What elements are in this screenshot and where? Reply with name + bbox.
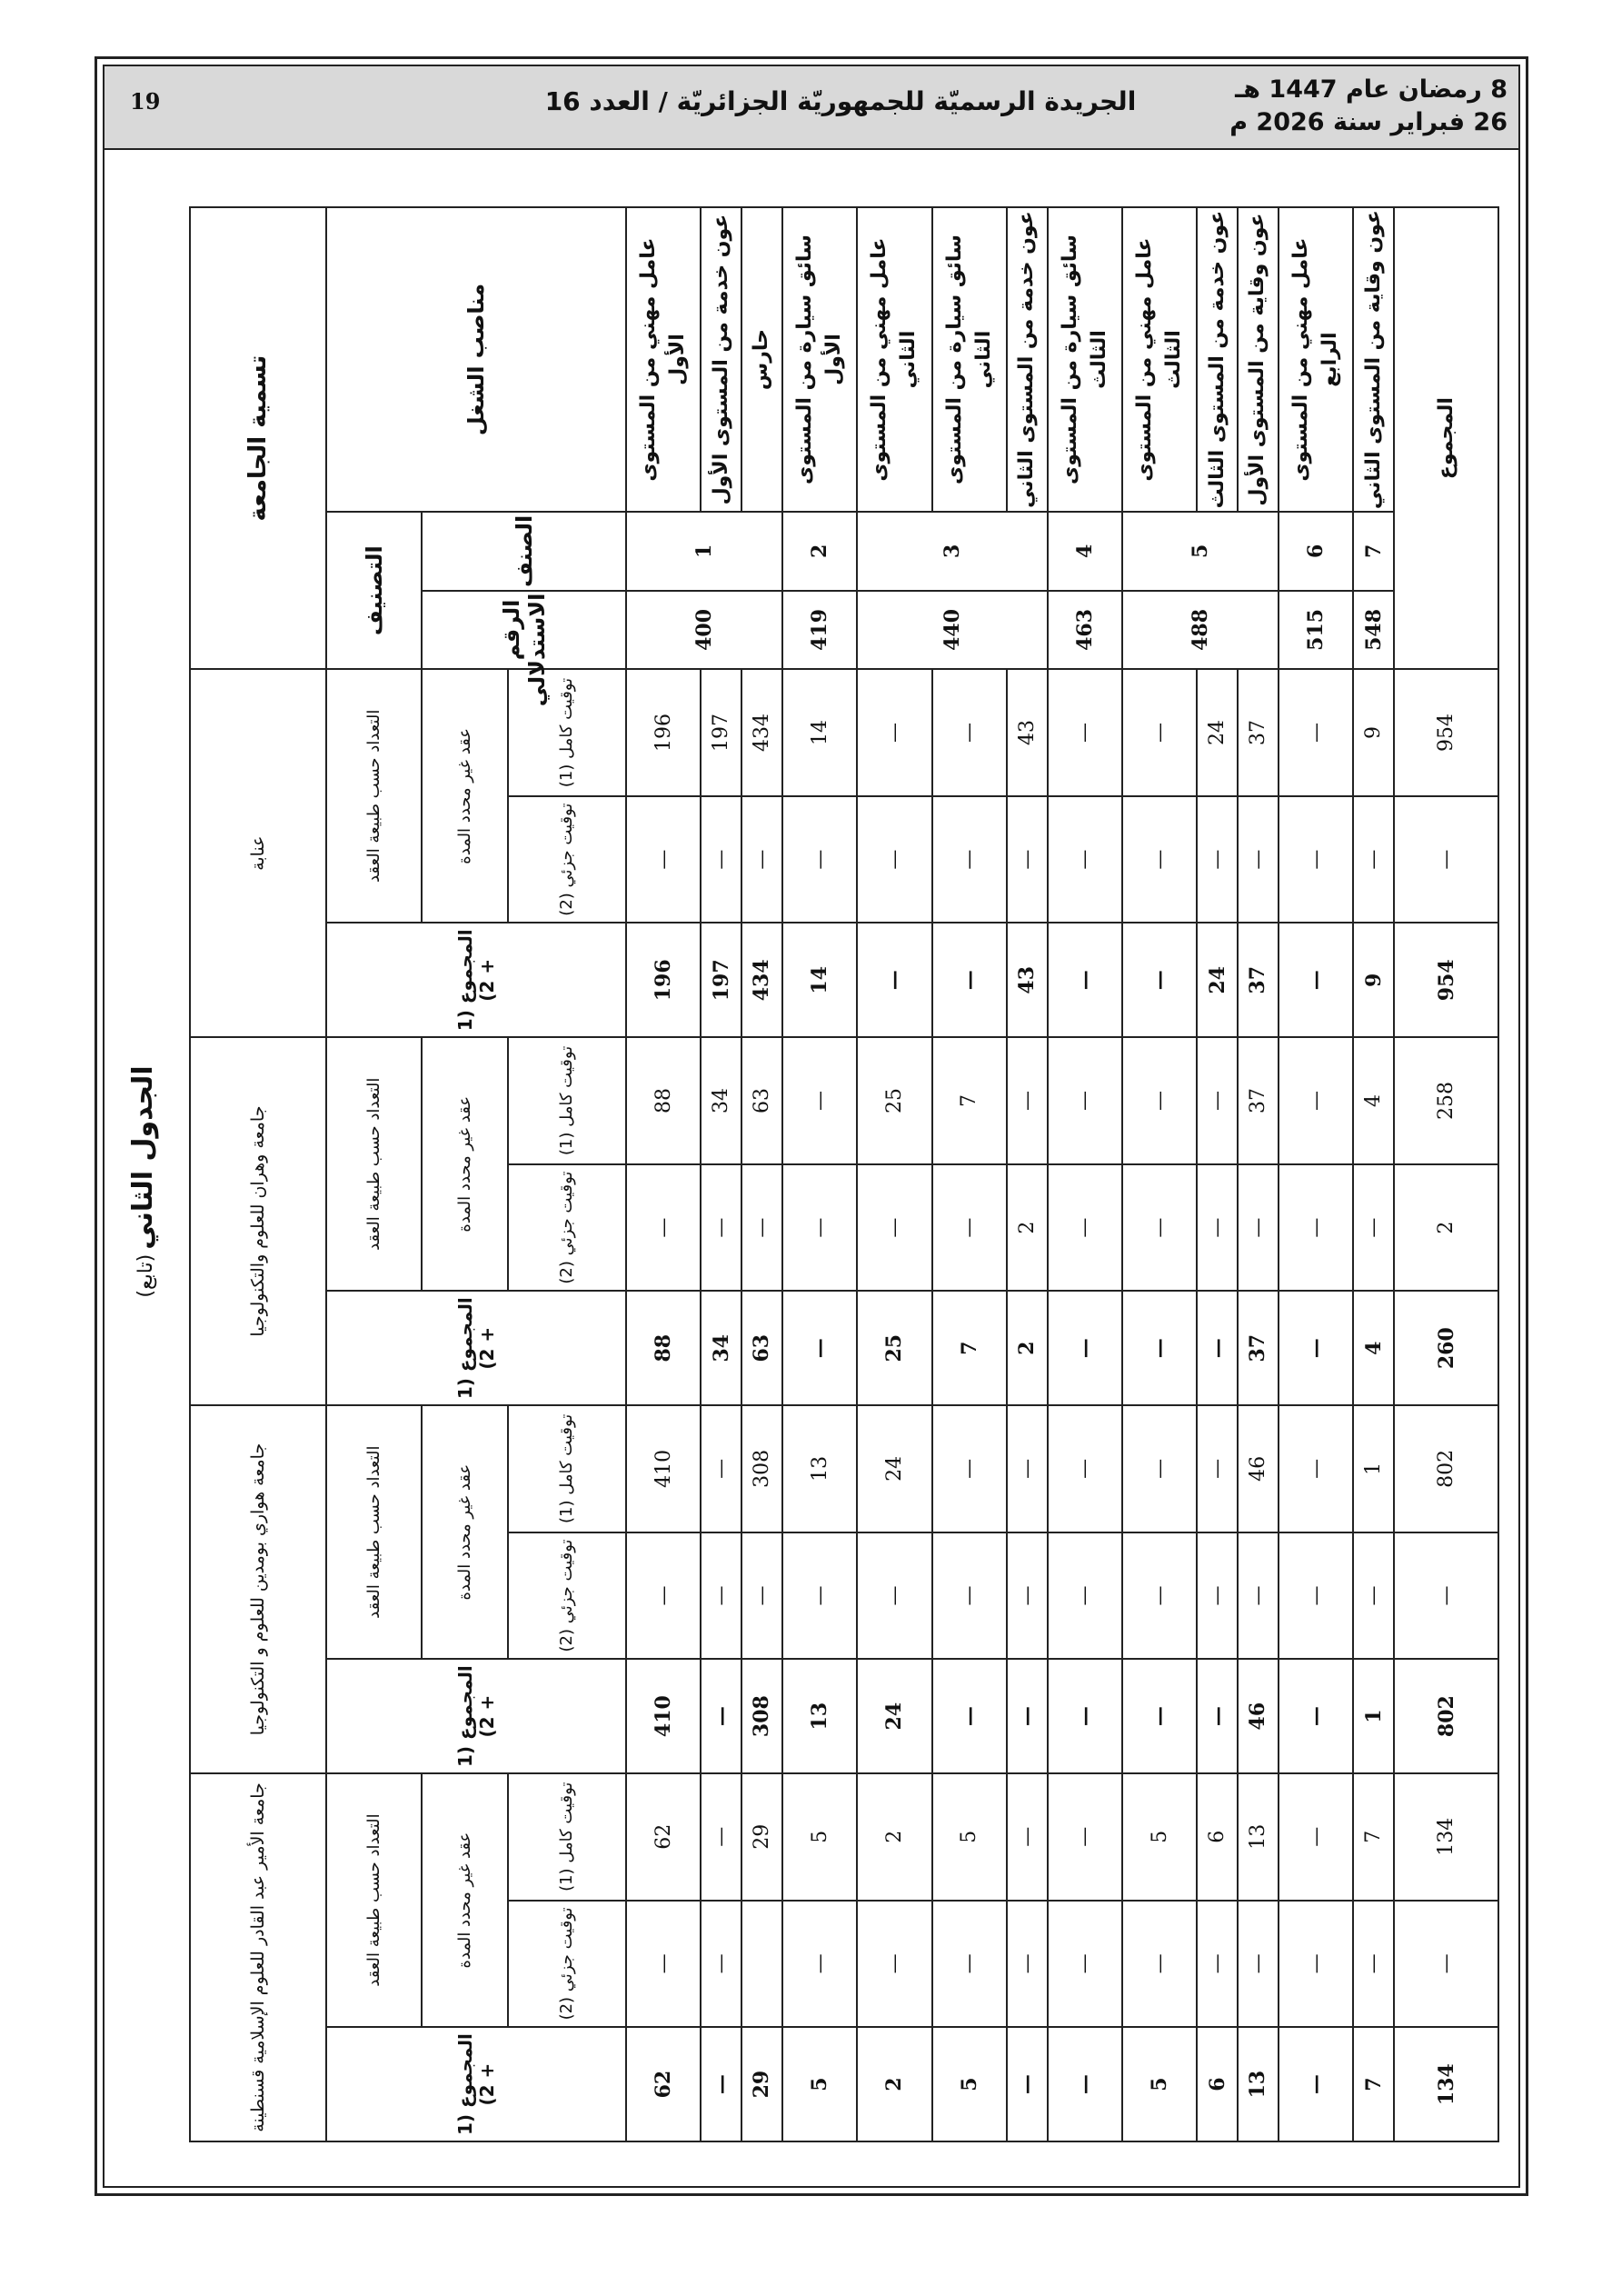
count-cell: — [1238, 796, 1279, 923]
post-name: عون وقاية من المستوى الأول [1238, 207, 1279, 512]
count-cell: — [1122, 1532, 1197, 1660]
count-cell: 410 [626, 1405, 701, 1532]
count-cell: — [626, 796, 701, 923]
table-row [1122, 207, 1197, 2141]
count-cell: 62 [626, 1773, 701, 1901]
staff-table [189, 206, 1499, 2142]
total-cell: — [932, 1659, 1007, 1773]
grand-total-cell: 134 [1394, 2027, 1498, 2141]
count-cell: — [1197, 1532, 1238, 1660]
count-by-contract-header: التعداد حسب طبيعة العقد [326, 1037, 422, 1291]
total-cell: — [1048, 1291, 1122, 1405]
count-cell: 5 [1122, 1773, 1197, 1901]
count-cell: — [857, 1901, 931, 2028]
count-cell: — [1353, 796, 1394, 923]
table-row [1048, 207, 1122, 2141]
count-cell: 29 [741, 1773, 782, 1901]
university-name-2: جامعة هواري بومدين للعلوم و التكنولوجيا [190, 1405, 326, 1773]
table-row [626, 207, 701, 2141]
count-cell: — [932, 1901, 1007, 2028]
sum-cell: — [1394, 1901, 1498, 2028]
index-value: 488 [1122, 591, 1279, 670]
count-cell: — [782, 1164, 857, 1292]
total-cell: 34 [701, 1291, 741, 1405]
total-cell: — [857, 923, 931, 1037]
post-name: عامل مهني من المستوى الثالث [1122, 207, 1197, 512]
total-cell: 13 [782, 1659, 857, 1773]
page-number: 19 [130, 88, 161, 115]
count-cell: — [1122, 1164, 1197, 1292]
count-cell: — [932, 796, 1007, 923]
count-cell: 434 [741, 669, 782, 796]
count-cell: 7 [932, 1037, 1007, 1164]
total-cell: 196 [626, 923, 701, 1037]
table-row [857, 207, 931, 2141]
post-name: حارس [741, 207, 782, 512]
table-row [782, 207, 857, 2141]
count-cell: — [1279, 796, 1353, 923]
sum-cell: 802 [1394, 1405, 1498, 1532]
grade-value: 3 [857, 512, 1047, 591]
count-cell: — [782, 1901, 857, 2028]
index-value: 515 [1279, 591, 1353, 670]
count-cell: — [857, 796, 931, 923]
total-cell: — [1048, 1659, 1122, 1773]
grade-header: الصنف [422, 512, 626, 591]
total-cell: — [932, 923, 1007, 1037]
issue-date [1229, 74, 1508, 139]
total-cell: 63 [741, 1291, 782, 1405]
count-cell: — [1279, 1405, 1353, 1532]
total-cell: 37 [1238, 1291, 1279, 1405]
count-cell: — [1048, 1164, 1122, 1292]
count-cell: 6 [1197, 1773, 1238, 1901]
total-cell: 5 [932, 2027, 1007, 2141]
count-cell: — [1007, 1037, 1048, 1164]
index-value: 463 [1048, 591, 1122, 670]
table-row [1279, 207, 1353, 2141]
count-cell: — [1353, 1164, 1394, 1292]
total-cell: — [1122, 1291, 1197, 1405]
total-cell: — [1197, 1659, 1238, 1773]
posts-header: مناصب الشغل [326, 207, 626, 512]
total-cell: 5 [782, 2027, 857, 2141]
count-cell: — [1279, 1164, 1353, 1292]
count-cell: — [1279, 1773, 1353, 1901]
full-time-header: توقيت كامل (1) [508, 1773, 626, 1901]
total-header: المجموع (1 + 2) [326, 2027, 626, 2141]
total-cell: 13 [1238, 2027, 1279, 2141]
total-cell: 410 [626, 1659, 701, 1773]
grand-total-cell: 954 [1394, 923, 1498, 1037]
sum-cell: 258 [1394, 1037, 1498, 1164]
grand-total-cell: 260 [1394, 1291, 1498, 1405]
post-name: عامل مهني من المستوى الثاني [857, 207, 931, 512]
index-header: الرقم الاستدلالي [422, 591, 626, 670]
grade-value: 7 [1353, 512, 1394, 591]
table-row [1238, 207, 1279, 2141]
full-time-header: توقيت كامل (1) [508, 1405, 626, 1532]
count-cell: — [932, 1532, 1007, 1660]
total-cell: — [1122, 923, 1197, 1037]
total-header: المجموع (1 + 2) [326, 1659, 626, 1773]
part-time-header: توقيت جزئي (2) [508, 796, 626, 923]
count-cell: — [626, 1532, 701, 1660]
count-cell: — [1279, 1901, 1353, 2028]
count-cell: — [701, 1164, 741, 1292]
count-cell: — [1122, 669, 1197, 796]
total-header: المجموع (1 + 2) [326, 923, 626, 1037]
total-cell: — [701, 1659, 741, 1773]
total-cell: 46 [1238, 1659, 1279, 1773]
total-cell: — [1122, 1659, 1197, 1773]
total-cell: 4 [1353, 1291, 1394, 1405]
post-name: عون وقاية من المستوى الثاني [1353, 207, 1394, 512]
post-name: عون خدمة من المستوى الثاني [1007, 207, 1048, 512]
university-name-header: تسمية الجامعة [190, 207, 326, 669]
post-name: عون خدمة من المستوى الأول [701, 207, 741, 512]
count-cell: — [1048, 1037, 1122, 1164]
total-cell: — [1048, 923, 1122, 1037]
post-name: سائق سيارة من المستوى الثاني [932, 207, 1007, 512]
total-cell: 2 [857, 2027, 931, 2141]
count-cell: 9 [1353, 669, 1394, 796]
count-cell: 37 [1238, 669, 1279, 796]
total-cell: 25 [857, 1291, 931, 1405]
total-cell: 434 [741, 923, 782, 1037]
count-cell: 5 [782, 1773, 857, 1901]
count-cell: — [1238, 1901, 1279, 2028]
count-cell: — [1122, 1901, 1197, 2028]
count-cell: — [701, 1773, 741, 1901]
count-cell: — [1238, 1532, 1279, 1660]
count-cell: — [857, 1164, 931, 1292]
count-cell: — [1007, 1901, 1048, 2028]
index-value: 419 [782, 591, 857, 670]
table-caption-main: الجدول الثاني [127, 1065, 159, 1250]
count-cell: — [1048, 669, 1122, 796]
post-name: عامل مهني من المستوى الأول [626, 207, 701, 512]
count-cell: — [1007, 1405, 1048, 1532]
count-cell: — [1197, 1164, 1238, 1292]
sum-cell: — [1394, 1532, 1498, 1660]
total-row [1394, 207, 1498, 2141]
indefinite-contract-header: عقد غير محدد المدة [422, 1405, 508, 1659]
count-cell: — [1048, 1901, 1122, 2028]
total-cell: — [1007, 1659, 1048, 1773]
sum-cell: 2 [1394, 1164, 1498, 1292]
sum-cell: — [1394, 796, 1498, 923]
grade-value: 1 [626, 512, 782, 591]
count-cell: — [1279, 669, 1353, 796]
total-cell: — [782, 1291, 857, 1405]
count-cell: — [741, 1164, 782, 1292]
count-cell: — [1048, 1773, 1122, 1901]
count-cell: 46 [1238, 1405, 1279, 1532]
table-row [1353, 207, 1394, 2141]
count-cell: — [1197, 1405, 1238, 1532]
total-cell: 7 [1353, 2027, 1394, 2141]
count-cell: — [857, 1532, 931, 1660]
total-header: المجموع (1 + 2) [326, 1291, 626, 1405]
count-cell: — [782, 796, 857, 923]
count-cell: — [932, 1164, 1007, 1292]
table-row [1197, 207, 1238, 2141]
indefinite-contract-header: عقد غير محدد المدة [422, 1773, 508, 2027]
post-name: عون خدمة من المستوى الثالث [1197, 207, 1238, 512]
count-cell: 25 [857, 1037, 931, 1164]
total-cell: — [1279, 2027, 1353, 2141]
count-cell: 2 [1007, 1164, 1048, 1292]
post-name: سائق سيارة من المستوى الثالث [1048, 207, 1122, 512]
total-cell: 62 [626, 2027, 701, 2141]
count-cell: — [741, 796, 782, 923]
count-cell: 308 [741, 1405, 782, 1532]
date-hijri: 8 رمضان عام 1447 هـ [1235, 75, 1508, 104]
index-value: 440 [857, 591, 1047, 670]
total-cell: — [1279, 1659, 1353, 1773]
full-time-header: توقيت كامل (1) [508, 1037, 626, 1164]
post-name: سائق سيارة من المستوى الأول [782, 207, 857, 512]
count-cell: 197 [701, 669, 741, 796]
count-cell: 5 [932, 1773, 1007, 1901]
count-cell: 7 [1353, 1773, 1394, 1901]
count-cell: — [932, 1405, 1007, 1532]
total-cell: 88 [626, 1291, 701, 1405]
count-cell: — [1007, 1532, 1048, 1660]
count-cell: 1 [1353, 1405, 1394, 1532]
count-cell: — [1279, 1532, 1353, 1660]
part-time-header: توقيت جزئي (2) [508, 1901, 626, 2028]
count-cell: — [626, 1901, 701, 2028]
count-cell: 88 [626, 1037, 701, 1164]
total-cell: — [1197, 1291, 1238, 1405]
total-cell: — [1048, 2027, 1122, 2141]
count-cell: — [1048, 796, 1122, 923]
count-cell: — [1048, 1405, 1122, 1532]
count-cell: — [1122, 1405, 1197, 1532]
total-cell: 308 [741, 1659, 782, 1773]
total-cell: 1 [1353, 1659, 1394, 1773]
classification-header: التصنيف [326, 512, 422, 669]
count-cell: — [701, 1405, 741, 1532]
total-cell: 7 [932, 1291, 1007, 1405]
sum-cell: 134 [1394, 1773, 1498, 1901]
count-cell: 24 [857, 1405, 931, 1532]
index-value: 548 [1353, 591, 1394, 670]
table-row [741, 207, 782, 2141]
indefinite-contract-header: عقد غير محدد المدة [422, 1037, 508, 1291]
count-cell: — [1353, 1901, 1394, 2028]
count-by-contract-header: التعداد حسب طبيعة العقد [326, 1405, 422, 1659]
count-cell: — [1197, 1037, 1238, 1164]
count-cell: 14 [782, 669, 857, 796]
post-name: عامل مهني من المستوى الرابع [1279, 207, 1353, 512]
grade-value: 5 [1122, 512, 1279, 591]
count-cell: — [701, 796, 741, 923]
count-cell: — [626, 1164, 701, 1292]
count-cell: 196 [626, 669, 701, 796]
part-time-header: توقيت جزئي (2) [508, 1164, 626, 1292]
total-cell: 6 [1197, 2027, 1238, 2141]
count-cell: — [1048, 1532, 1122, 1660]
table-caption [127, 1018, 182, 1345]
count-cell: 37 [1238, 1037, 1279, 1164]
table-row [701, 207, 741, 2141]
total-cell: 29 [741, 2027, 782, 2141]
count-cell: 24 [1197, 669, 1238, 796]
count-cell: — [932, 669, 1007, 796]
count-cell: 13 [1238, 1773, 1279, 1901]
total-cell: — [1279, 1291, 1353, 1405]
count-cell: — [701, 1901, 741, 2028]
date-gregorian: 26 فبراير سنة 2026 م [1229, 108, 1508, 136]
table-caption-sub: (تابع) [134, 1253, 157, 1298]
count-cell: — [1122, 796, 1197, 923]
table-row [1007, 207, 1048, 2141]
total-cell: 14 [782, 923, 857, 1037]
total-cell: 24 [857, 1659, 931, 1773]
grade-value: 2 [782, 512, 857, 591]
count-cell: — [1353, 1532, 1394, 1660]
count-cell: — [1007, 1773, 1048, 1901]
count-by-contract-header: التعداد حسب طبيعة العقد [326, 1773, 422, 2027]
count-cell: 63 [741, 1037, 782, 1164]
rotated-table-wrapper [189, 206, 1499, 2142]
count-cell: — [782, 1532, 857, 1660]
count-cell: — [741, 1532, 782, 1660]
total-cell: 5 [1122, 2027, 1197, 2141]
count-cell: — [1238, 1164, 1279, 1292]
university-name-0: عنابة [190, 669, 326, 1037]
part-time-header: توقيت جزئي (2) [508, 1532, 626, 1660]
total-cell: 43 [1007, 923, 1048, 1037]
total-cell: 9 [1353, 923, 1394, 1037]
university-name-1: جامعة وهران للعلوم والتكنولوجيا [190, 1037, 326, 1405]
total-cell: 197 [701, 923, 741, 1037]
count-cell: 4 [1353, 1037, 1394, 1164]
count-cell: 2 [857, 1773, 931, 1901]
total-row-label: المجموع [1394, 207, 1498, 669]
total-cell: — [1007, 2027, 1048, 2141]
count-cell: — [1197, 796, 1238, 923]
total-cell: — [701, 2027, 741, 2141]
count-cell: 13 [782, 1405, 857, 1532]
grade-value: 6 [1279, 512, 1353, 591]
count-cell: — [1279, 1037, 1353, 1164]
grand-total-cell: 802 [1394, 1659, 1498, 1773]
gazette-title: الجريدة الرسميّة للجمهوريّة الجزائريّة / العدد 16 [544, 86, 1137, 116]
page-header [104, 66, 1518, 150]
count-by-contract-header: التعداد حسب طبيعة العقد [326, 669, 422, 923]
count-cell: — [1007, 796, 1048, 923]
count-cell: — [1197, 1901, 1238, 2028]
total-cell: 37 [1238, 923, 1279, 1037]
index-value: 400 [626, 591, 782, 670]
count-cell: 34 [701, 1037, 741, 1164]
indefinite-contract-header: عقد غير محدد المدة [422, 669, 508, 923]
total-cell: 2 [1007, 1291, 1048, 1405]
count-cell [741, 1901, 782, 2028]
grade-value: 4 [1048, 512, 1122, 591]
count-cell: — [782, 1037, 857, 1164]
count-cell: — [701, 1532, 741, 1660]
table-row [932, 207, 1007, 2141]
full-time-header: توقيت كامل (1) [508, 669, 626, 796]
university-name-3: جامعة الأمير عبد القادر للعلوم الإسلامية قسنطينة [190, 1773, 326, 2141]
count-cell: — [1122, 1037, 1197, 1164]
total-cell: — [1279, 923, 1353, 1037]
count-cell: — [857, 669, 931, 796]
sum-cell: 954 [1394, 669, 1498, 796]
total-cell: 24 [1197, 923, 1238, 1037]
count-cell: 43 [1007, 669, 1048, 796]
